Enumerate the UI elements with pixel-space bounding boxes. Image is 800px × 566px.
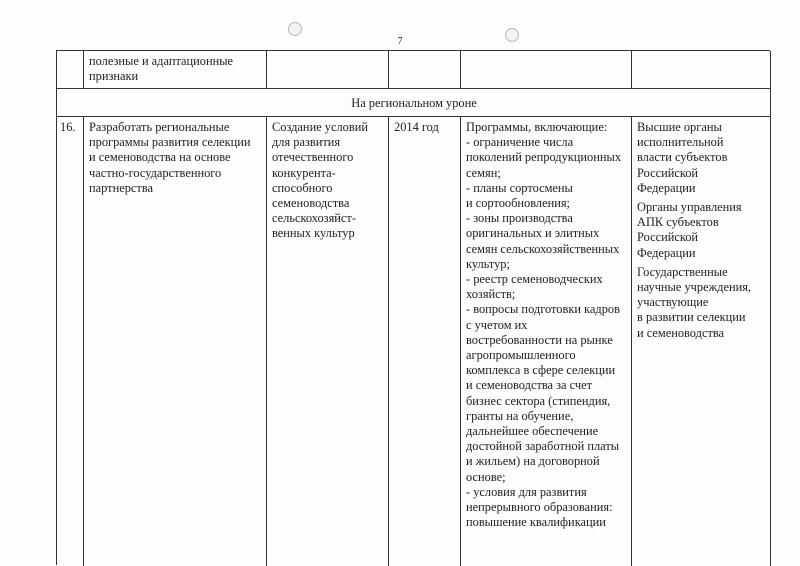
row-goal-line: способного [272,180,333,195]
row-number: 16. [60,120,76,134]
measures-table [56,50,770,565]
executor-line: АПК субъектов [637,215,719,230]
executor-line: исполнительной [637,135,724,150]
row-number-cell [57,117,84,566]
executor-group [637,120,766,196]
prev-row-deadline-cell [389,51,461,89]
row-measure-line: Разработать региональные [89,120,230,134]
row-content-line: - реестр семеноводческих [466,272,603,287]
row-goal-line: семеноводства [272,196,350,211]
row-content-line: гранты на обучение, [466,408,574,423]
row-goal-line: отечественного [272,150,354,165]
prev-row-executors-cell [632,51,771,89]
row-content-line: с учетом их [466,317,528,332]
row-content-line: поколений репродукционных [466,150,622,165]
row-content-cell [461,117,632,566]
executor-line: Органы управления [637,200,742,215]
row-goal-cell [267,117,389,566]
executor-line: участвующие [637,295,709,310]
row-goal-line: сельскохозяйст- [272,211,356,226]
row-content-line: комплекса в сфере селекции [466,363,616,378]
prev-row-content-cell [461,51,632,89]
row-content-line: культур; [466,256,510,271]
prev-row-goal-cell [267,51,389,89]
executor-line: и семеноводства [637,325,725,340]
row-goal-line: венных культур [272,226,355,241]
row-measure-line: и семеноводства на основе [89,150,231,165]
row-content-line: - условия для развития [466,484,587,499]
row-goal-line: Создание условий [272,120,368,134]
row-content-line: семян сельскохозяйственных [466,241,620,256]
row-content-line: и семеноводства за счет [466,378,593,393]
executor-line: Российской [637,165,699,180]
row-content-line: и жильем) на договорной [466,454,600,469]
row-goal-line: конкурента- [272,165,336,180]
row-content-line: повышение квалификации [466,515,606,530]
row-measure-line: частно-государственного [89,165,222,180]
row-content-line: - зоны производства [466,211,573,226]
executor-line: Российской [637,230,699,245]
row-deadline: 2014 год [394,120,439,134]
prev-row-number-cell [57,51,84,89]
binder-hole-right [505,28,519,42]
binder-hole-left [288,22,302,36]
row-content-line: - вопросы подготовки кадров [466,302,620,317]
row-content-line: и сортообновления; [466,196,571,211]
page-number: 7 [397,36,403,47]
row-measure-cell [84,117,267,566]
prev-row-measure-line: признаки [89,69,139,84]
executor-group [637,265,766,341]
row-deadline-cell [389,117,461,566]
row-content-line: непрерывного образования: [466,500,613,515]
row-content-line: бизнес сектора (стипендия, [466,393,611,408]
executor-line: власти субъектов [637,150,728,165]
row-content-line: достойной заработной платы [466,439,620,454]
executor-line: Федерации [637,180,696,195]
executor-line: Высшие органы [637,120,722,134]
row-content-line: Программы, включающие: [466,120,608,134]
executor-line: в развитии селекции [637,310,746,325]
executor-line: Государственные [637,264,728,279]
prev-row-measure-cell [84,51,267,89]
row-content-line: оригинальных и элитных [466,226,600,241]
row-executors-cell [632,117,771,566]
row-content-line: востребованности на рынке [466,332,613,347]
row-content-line: основе; [466,469,506,484]
row-measure-line: партнерства [89,180,154,195]
prev-row-measure-line: полезные и адаптационные [89,54,234,68]
executor-group [637,200,766,261]
executor-line: Федерации [637,245,696,260]
executor-line: научные учреждения, [637,280,752,295]
row-content-line: дальнейшее обеспечение [466,424,599,439]
row-content-line: агропромышленного [466,348,576,363]
row-content-line: - ограничение числа [466,135,574,150]
row-content-line: семян; [466,165,501,180]
row-measure-line: программы развития селекции [89,135,251,150]
row-content-line: хозяйств; [466,287,516,302]
row-goal-line: для развития [272,135,341,150]
section-header: На региональном уроне [57,89,771,117]
row-content-line: - планы сортосмены [466,180,573,195]
